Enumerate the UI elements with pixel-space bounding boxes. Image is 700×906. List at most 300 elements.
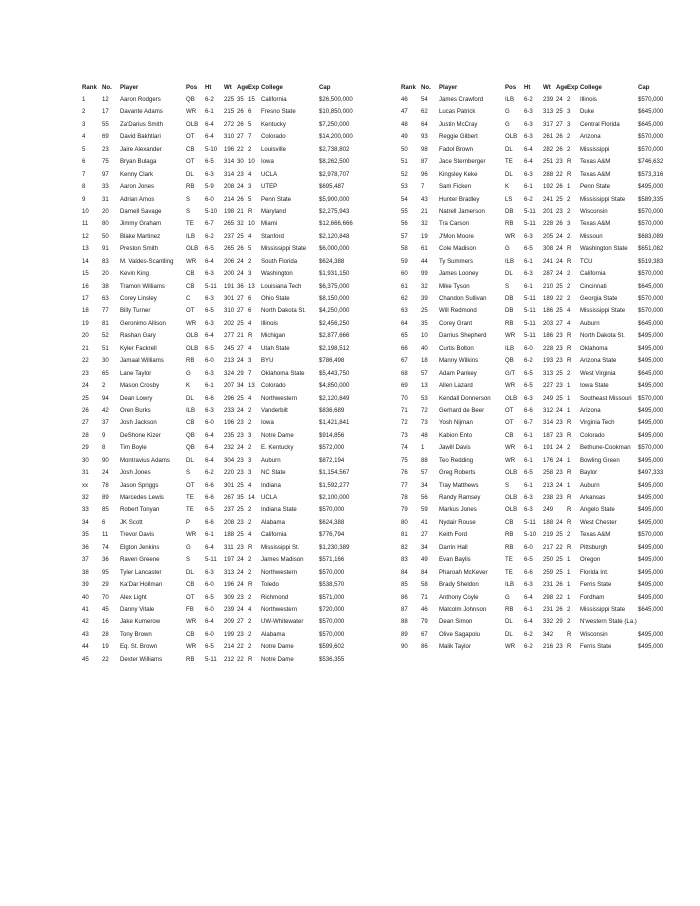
cell-ht: 6-7 <box>524 419 533 427</box>
table-row <box>82 654 369 666</box>
cell-no: 42 <box>102 406 109 414</box>
table-row <box>82 393 369 405</box>
column-header-age: Age <box>556 84 568 91</box>
cell-player: Darrin Hall <box>439 543 468 551</box>
cell-no: 52 <box>102 332 109 340</box>
table-row <box>401 218 688 230</box>
cell-age: 26 <box>556 581 563 589</box>
cell-no: 25 <box>421 307 428 315</box>
table-row <box>82 243 369 255</box>
cell-pos: WR <box>505 456 516 464</box>
cell-wt: 192 <box>543 183 554 191</box>
cell-ht: 6-3 <box>524 581 533 589</box>
cell-rank: 81 <box>401 531 408 539</box>
cell-rank: 31 <box>82 469 89 477</box>
cell-cap: $2,978,707 <box>319 170 350 178</box>
table-row <box>82 455 369 467</box>
cell-no: 2 <box>102 382 106 390</box>
cell-pos: OT <box>186 481 195 489</box>
cell-college: Arizona <box>580 406 601 414</box>
cell-wt: 228 <box>543 344 554 352</box>
cell-wt: 238 <box>543 494 554 501</box>
cell-exp: 3 <box>248 456 252 464</box>
cell-player: James Crawford <box>439 96 484 103</box>
cell-no: 97 <box>102 170 109 178</box>
cell-wt: 259 <box>543 568 554 576</box>
cell-exp: R <box>248 581 253 589</box>
cell-college: UCLA <box>261 494 278 501</box>
cell-rank: 53 <box>401 183 408 191</box>
cell-wt: 197 <box>224 556 235 564</box>
table-row <box>401 417 688 429</box>
cell-rank: 43 <box>82 630 89 638</box>
cell-college: Georgia State <box>580 295 618 302</box>
cell-exp: 3 <box>567 108 571 116</box>
column-header-exp: Exp <box>567 84 579 91</box>
cell-no: 19 <box>421 232 428 240</box>
cell-rank: 82 <box>401 543 408 551</box>
cell-pos: WR <box>505 232 516 240</box>
cell-rank: 70 <box>401 394 408 402</box>
cell-player: Brady Sheldon <box>439 581 479 589</box>
cell-ht: 6-2 <box>524 630 533 638</box>
cell-college: UCLA <box>261 170 278 178</box>
cell-wt: 193 <box>543 357 554 365</box>
cell-college: Texas A&M <box>580 531 611 539</box>
cell-age: 26 <box>556 183 563 191</box>
cell-player: Sam Ficken <box>439 183 472 191</box>
cell-ht: 6-3 <box>524 120 533 128</box>
cell-player: Kenny Clark <box>120 170 154 178</box>
cell-cap: $570,000 <box>638 96 664 103</box>
cell-cap: $624,388 <box>319 518 345 526</box>
cell-player: Yosh Nijman <box>439 419 473 427</box>
cell-ht: 6-5 <box>205 245 214 253</box>
cell-wt: 313 <box>224 568 235 576</box>
cell-wt: 202 <box>224 319 235 327</box>
cell-cap: $519,383 <box>638 257 664 265</box>
cell-pos: K <box>505 183 510 191</box>
cell-rank: 25 <box>82 394 89 402</box>
cell-no: 41 <box>421 518 428 526</box>
cell-player: Kyler Fackrell <box>120 344 157 352</box>
cell-cap: $495,000 <box>638 506 664 514</box>
cell-exp: 7 <box>248 369 252 377</box>
cell-pos: LS <box>505 195 513 203</box>
cell-ht: 6-4 <box>205 543 214 551</box>
cell-wt: 311 <box>224 543 234 551</box>
cell-cap: $2,456,250 <box>319 319 350 327</box>
cell-player: Geronimo Allison <box>120 319 166 327</box>
cell-player: Anthony Coyle <box>439 593 479 601</box>
cell-age: 25 <box>556 394 563 402</box>
cell-pos: WR <box>505 643 516 651</box>
table-row <box>401 492 688 504</box>
cell-no: 81 <box>102 319 109 327</box>
cell-cap: $6,375,000 <box>319 282 350 290</box>
cell-ht: 6-3 <box>205 319 214 327</box>
cell-age: 25 <box>237 506 244 514</box>
cell-pos: OT <box>186 307 195 315</box>
cell-college: Ferris State <box>580 581 612 589</box>
cell-college: Fordham <box>580 593 605 601</box>
table-row <box>82 480 369 492</box>
cell-college: Bowling Green <box>580 456 620 464</box>
cell-wt: 258 <box>543 469 554 477</box>
cell-pos: WR <box>186 257 197 265</box>
cell-cap: $495,000 <box>638 643 664 651</box>
cell-rank: 9 <box>82 195 86 203</box>
cell-rank: 2 <box>82 108 86 116</box>
cell-player: Ka'Dar Hollman <box>120 581 163 589</box>
cell-pos: OLB <box>505 394 518 402</box>
cell-age: 27 <box>237 307 244 315</box>
cell-age: 24 <box>556 270 563 278</box>
cell-college: Baylor <box>580 469 598 477</box>
cell-no: 35 <box>421 319 428 327</box>
cell-age: 23 <box>556 332 563 340</box>
cell-age: 22 <box>556 543 563 551</box>
cell-no: 94 <box>102 394 109 402</box>
cell-wt: 332 <box>543 618 554 626</box>
cell-no: 13 <box>421 382 428 390</box>
cell-rank: 89 <box>401 630 408 638</box>
cell-wt: 207 <box>224 382 235 390</box>
cell-player: Keith Ford <box>439 531 467 539</box>
cell-cap: $495,000 <box>638 568 664 576</box>
roster-table-right <box>401 82 688 654</box>
cell-cap: $645,000 <box>638 282 664 290</box>
cell-wt: 310 <box>224 307 235 315</box>
cell-exp: 2 <box>248 556 252 564</box>
cell-wt: 250 <box>543 556 554 564</box>
cell-wt: 265 <box>224 220 235 228</box>
cell-rank: 86 <box>401 593 408 601</box>
cell-pos: S <box>186 469 191 477</box>
cell-exp: 3 <box>248 357 252 365</box>
cell-no: 75 <box>102 158 109 166</box>
cell-exp: 2 <box>248 593 252 601</box>
cell-ht: 6-0 <box>205 581 214 589</box>
cell-player: Bryan Bulaga <box>120 158 157 166</box>
cell-college: West Virginia <box>580 369 616 377</box>
cell-no: 62 <box>421 108 428 116</box>
cell-player: Lucas Patrick <box>439 108 476 116</box>
table-row <box>82 616 369 628</box>
cell-player: Corey Grant <box>439 319 473 327</box>
column-header-age: Age <box>237 84 249 91</box>
cell-ht: 6-0 <box>205 419 214 427</box>
cell-player: Teo Redding <box>439 456 474 464</box>
cell-pos: G <box>186 543 191 551</box>
column-header-no: No. <box>102 84 112 91</box>
cell-college: UW-Whitewater <box>261 618 304 626</box>
cell-player: Jamaal Williams <box>120 357 164 365</box>
cell-cap: $2,120,849 <box>319 394 350 402</box>
cell-no: 85 <box>102 506 109 514</box>
cell-cap: $570,000 <box>319 506 345 514</box>
cell-cap: $786,498 <box>319 357 345 365</box>
cell-no: 57 <box>421 469 428 477</box>
cell-age: 23 <box>237 456 244 464</box>
cell-no: 46 <box>421 605 428 613</box>
cell-player: Jimmy Graham <box>120 220 162 228</box>
table-row <box>82 368 369 380</box>
cell-college: E. Kentucky <box>261 444 294 452</box>
cell-age: 26 <box>556 133 563 141</box>
cell-player: Elgton Jenkins <box>120 543 160 551</box>
cell-cap: $1,931,150 <box>319 270 350 278</box>
table-row <box>401 504 688 516</box>
cell-pos: CB <box>186 270 195 278</box>
table-row <box>401 542 688 554</box>
cell-cap: $495,000 <box>638 630 664 638</box>
cell-college: Auburn <box>261 456 281 464</box>
table-row <box>82 106 369 118</box>
cell-college: Alabama <box>261 518 285 526</box>
cell-college: Mississippi State <box>580 307 626 315</box>
cell-player: Kabion Ento <box>439 431 473 439</box>
cell-no: 28 <box>102 630 109 638</box>
cell-rank: 35 <box>82 531 89 539</box>
cell-player: Cole Madison <box>439 245 477 253</box>
table-row <box>82 256 369 268</box>
cell-age: 23 <box>237 593 244 601</box>
cell-exp: R <box>567 357 572 365</box>
cell-wt: 213 <box>543 481 554 489</box>
cell-exp: 1 <box>567 481 571 489</box>
cell-rank: 73 <box>401 431 408 439</box>
cell-pos: C <box>186 295 191 302</box>
cell-exp: 1 <box>567 593 571 601</box>
cell-college: Notre Dame <box>261 431 294 439</box>
cell-college: Auburn <box>580 481 600 489</box>
cell-college: Washington State <box>580 245 628 253</box>
cell-age: 21 <box>237 332 244 340</box>
cell-no: 6 <box>102 518 106 526</box>
column-header-ht: Ht <box>524 84 531 91</box>
cell-college: Notre Dame <box>261 655 294 663</box>
cell-ht: 6-5 <box>524 469 533 477</box>
cell-college: Penn State <box>261 195 292 203</box>
cell-exp: R <box>567 518 572 526</box>
cell-college: Pittsburgh <box>580 543 608 551</box>
cell-pos: G <box>505 120 510 128</box>
cell-college: Virginia Tech <box>580 419 615 427</box>
cell-exp: 6 <box>248 295 252 302</box>
cell-wt: 227 <box>543 382 554 390</box>
cell-exp: 5 <box>248 120 252 128</box>
cell-age: 26 <box>237 108 244 116</box>
cell-rank: 62 <box>401 295 408 302</box>
column-header-wt: Wt <box>224 84 232 91</box>
cell-exp: 2 <box>567 96 571 103</box>
cell-college: NC State <box>261 469 286 477</box>
cell-college: Washington <box>261 270 293 278</box>
cell-rank: 83 <box>401 556 408 564</box>
cell-pos: RB <box>186 357 195 365</box>
table-row <box>82 517 369 529</box>
cell-exp: R <box>248 207 253 215</box>
cell-player: Alex Light <box>120 593 147 601</box>
cell-age: 22 <box>237 655 244 663</box>
cell-no: 71 <box>421 593 428 601</box>
cell-exp: 2 <box>248 257 252 265</box>
cell-pos: OLB <box>186 120 199 128</box>
cell-no: 58 <box>421 581 428 589</box>
cell-college: Mississippi State <box>580 605 626 613</box>
table-header <box>82 82 369 94</box>
cell-no: 99 <box>421 270 428 278</box>
cell-age: 26 <box>237 120 244 128</box>
cell-cap: $570,000 <box>638 270 664 278</box>
cell-exp: 2 <box>567 232 571 240</box>
cell-age: 22 <box>556 593 563 601</box>
cell-player: Adam Pankey <box>439 369 477 377</box>
cell-college: Texas A&M <box>580 220 611 228</box>
cell-ht: 6-1 <box>524 257 533 265</box>
cell-rank: 85 <box>401 581 408 589</box>
cell-wt: 189 <box>543 295 554 302</box>
cell-cap: $570,000 <box>319 568 345 576</box>
cell-ht: 6-7 <box>205 220 214 228</box>
cell-no: 8 <box>102 444 106 452</box>
column-header-pos: Pos <box>186 84 198 91</box>
cell-college: Mississippi State <box>580 195 626 203</box>
cell-rank: 75 <box>401 456 408 464</box>
cell-cap: $495,000 <box>638 332 664 340</box>
cell-cap: $2,877,666 <box>319 332 350 340</box>
cell-player: Evan Baylis <box>439 556 471 564</box>
cell-wt: 237 <box>224 232 235 240</box>
cell-wt: 309 <box>224 593 235 601</box>
cell-wt: 191 <box>224 282 235 290</box>
cell-player: Robert Tonyan <box>120 506 160 514</box>
cell-wt: 219 <box>543 531 554 539</box>
table-header <box>401 82 688 94</box>
cell-exp: R <box>567 643 572 651</box>
cell-no: 59 <box>421 506 428 514</box>
table-row <box>82 343 369 355</box>
cell-player: Tony Brown <box>120 630 152 638</box>
table-row <box>82 579 369 591</box>
table-row <box>82 442 369 454</box>
cell-rank: 74 <box>401 444 408 452</box>
cell-no: 98 <box>421 145 428 153</box>
cell-player: Tyler Lancaster <box>120 568 162 576</box>
cell-rank: 59 <box>401 257 408 265</box>
cell-age: 27 <box>237 344 244 352</box>
cell-exp: R <box>567 170 572 178</box>
cell-wt: 231 <box>543 581 554 589</box>
cell-exp: 2 <box>248 419 252 427</box>
cell-age: 23 <box>556 643 563 651</box>
cell-player: Rashan Gary <box>120 332 156 340</box>
cell-college: Miami <box>261 220 278 228</box>
cell-age: 24 <box>237 270 244 278</box>
cell-pos: DB <box>505 207 514 215</box>
cell-exp: R <box>567 419 572 427</box>
table-row <box>401 529 688 541</box>
cell-exp: 1 <box>567 382 571 390</box>
table-row <box>401 592 688 604</box>
column-header-player: Player <box>439 84 458 91</box>
cell-ht: 6-3 <box>524 170 533 178</box>
cell-rank: 14 <box>82 257 89 265</box>
cell-no: 22 <box>102 655 109 663</box>
cell-college: Richmond <box>261 593 289 601</box>
cell-age: 23 <box>556 382 563 390</box>
cell-pos: DL <box>505 630 513 638</box>
cell-rank: 88 <box>401 618 408 626</box>
cell-ht: 6-4 <box>205 456 214 464</box>
cell-no: 51 <box>102 344 109 352</box>
cell-pos: OT <box>186 158 195 166</box>
cell-cap <box>638 616 684 628</box>
cell-college: Auburn <box>580 319 600 327</box>
cell-age: 36 <box>237 282 244 290</box>
cell-wt: 220 <box>224 469 235 477</box>
cell-rank: 42 <box>82 618 89 626</box>
cell-exp: R <box>567 506 572 514</box>
cell-age: 35 <box>237 494 244 501</box>
cell-no: 34 <box>421 481 428 489</box>
cell-exp: 3 <box>567 220 571 228</box>
cell-ht: 6-3 <box>524 394 533 402</box>
cell-rank: 51 <box>401 158 408 166</box>
cell-pos: S <box>186 556 191 564</box>
cell-college: California <box>580 270 606 278</box>
cell-player: Malcolm Johnson <box>439 605 487 613</box>
cell-college: Texas A&M <box>580 170 611 178</box>
cell-ht: 5-10 <box>205 207 218 215</box>
cell-age: 26 <box>556 145 563 153</box>
cell-pos: TE <box>186 494 194 501</box>
cell-exp: 7 <box>248 133 252 141</box>
cell-rank: 12 <box>82 232 89 240</box>
cell-ht: 6-1 <box>205 382 214 390</box>
cell-player: Oren Burks <box>120 406 151 414</box>
cell-college: Penn State <box>580 183 611 191</box>
cell-no: 50 <box>102 232 109 240</box>
cell-rank: 7 <box>82 170 86 178</box>
cell-cap: $495,000 <box>638 593 664 601</box>
cell-ht: 6-4 <box>524 593 533 601</box>
cell-exp: 1 <box>567 568 571 576</box>
cell-player: Za'Darius Smith <box>120 120 163 128</box>
table-row <box>401 194 688 206</box>
cell-ht: 6-3 <box>205 406 214 414</box>
cell-exp: 4 <box>248 319 252 327</box>
cell-player: Natrell Jamerson <box>439 207 485 215</box>
cell-wt: 212 <box>224 655 235 663</box>
cell-college: Northwestern <box>261 568 298 576</box>
cell-player: Kendall Donnerson <box>439 394 491 402</box>
cell-cap: $1,592,277 <box>319 481 350 489</box>
cell-wt: 317 <box>543 120 554 128</box>
table-row <box>401 579 688 591</box>
cell-pos: OLB <box>505 469 518 477</box>
cell-cap: $720,000 <box>319 605 345 613</box>
cell-pos: RB <box>186 655 195 663</box>
cell-wt: 191 <box>543 444 554 452</box>
cell-pos: OLB <box>186 344 199 352</box>
table-row <box>401 131 688 143</box>
cell-pos: ILB <box>186 406 196 414</box>
cell-age: 23 <box>237 170 244 178</box>
cell-pos: S <box>186 195 191 203</box>
column-header-rank: Rank <box>82 84 97 91</box>
